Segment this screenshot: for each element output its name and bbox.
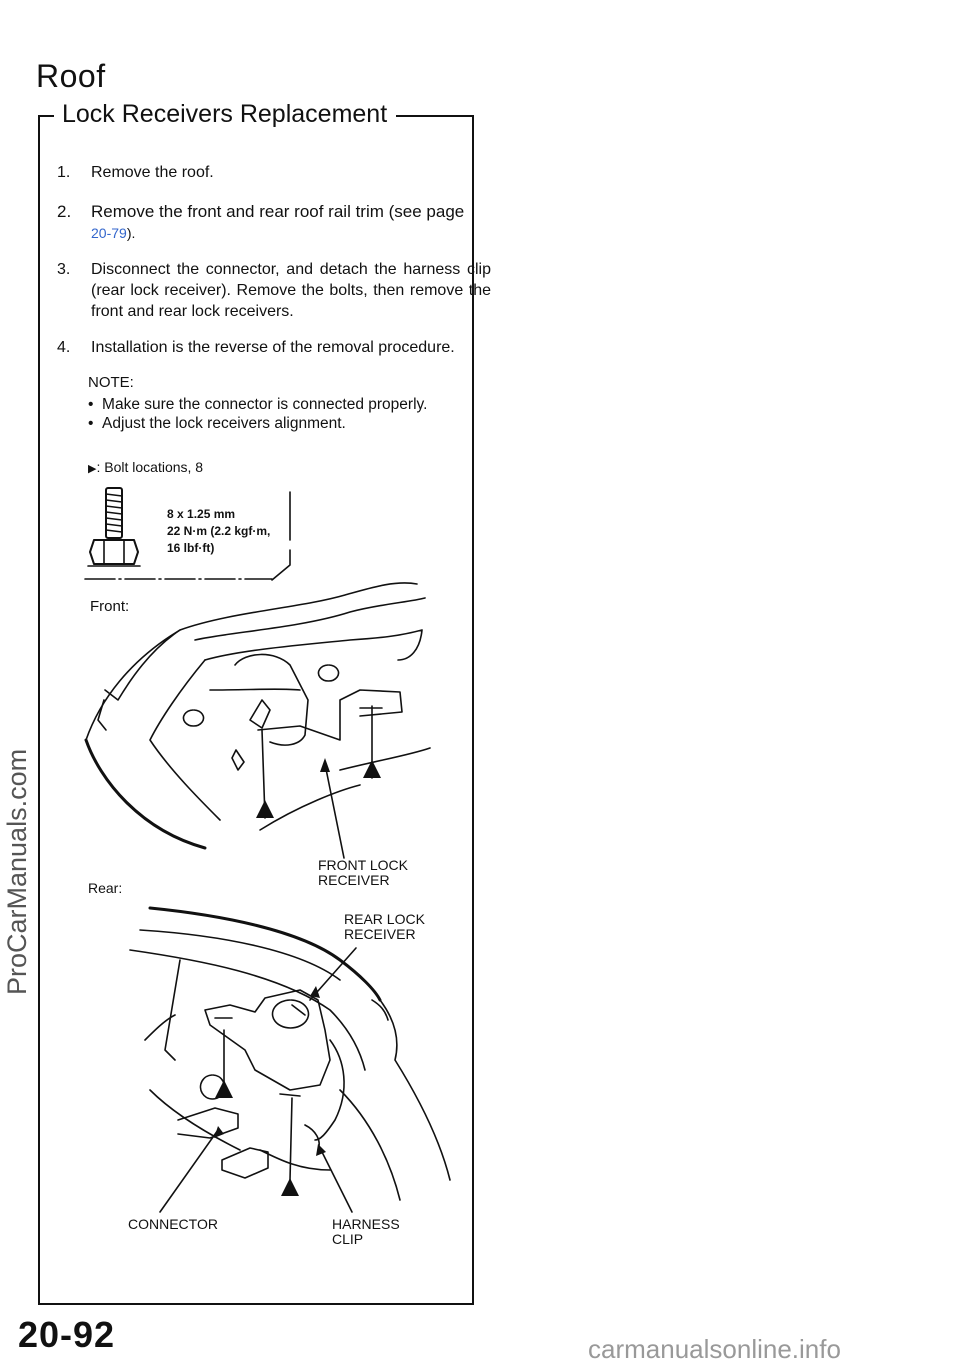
page-link[interactable]: 20-79 <box>91 225 127 241</box>
spec-bracket <box>272 492 290 580</box>
bolt-location-marker <box>281 1178 299 1196</box>
callout-line: RECEIVER <box>318 872 390 888</box>
rear-leader <box>290 1098 292 1180</box>
callout-line: REAR LOCK <box>344 911 425 927</box>
bolt-spec-torque: 22 N·m (2.2 kgf·m, <box>167 524 271 538</box>
callout-line: CLIP <box>332 1231 364 1247</box>
bolt-location-marker <box>256 800 274 818</box>
note-item: • Make sure the connector is connected properly. <box>88 396 428 413</box>
bolt-spec-size: 8 x 1.25 mm <box>167 507 236 521</box>
harness-clip-leader <box>320 1148 352 1212</box>
footer-site: carmanualsonline.info <box>588 1334 841 1364</box>
step-text: Installation is the reverse of the removal procedure. <box>91 339 455 356</box>
step-text-after: ). <box>126 225 136 241</box>
section-title: Roof <box>36 58 106 94</box>
callout-line: FRONT LOCK <box>318 857 408 873</box>
front-roof-drawing <box>86 583 430 848</box>
front-leader <box>325 764 344 858</box>
bolt-icon <box>88 488 140 566</box>
connector-callout: CONNECTOR <box>128 1216 218 1232</box>
callout-line: RECEIVER <box>344 926 416 942</box>
step-number: 3. <box>57 261 71 278</box>
bolt-legend-text: : Bolt locations, 8 <box>96 459 204 475</box>
note-item-text: Make sure the connector is connected properly. <box>102 396 428 413</box>
bolt-spec-torque-imperial: 16 lbf·ft) <box>167 541 215 555</box>
step-text: Remove the roof. <box>91 164 214 181</box>
step-number: 1. <box>57 164 71 181</box>
rear-label: Rear: <box>88 880 123 896</box>
connector-leader <box>160 1130 218 1212</box>
front-label: Front: <box>90 598 130 615</box>
watermark: ProCarManuals.com <box>2 748 32 995</box>
bolt-triangle-icon: ▶ <box>88 463 97 475</box>
bolt-location-marker <box>363 760 381 778</box>
step-text: Disconnect the connector, and detach the harness clip (rear lock receiver). Remove the bolts, then remove the front and rear lock receivers. <box>91 261 491 320</box>
step-text-main: Remove the front and rear roof rail trim (see page <box>91 202 465 221</box>
bolt-location-marker <box>215 1080 233 1098</box>
step-number: 2. <box>57 202 72 221</box>
callout-line: HARNESS <box>332 1216 400 1232</box>
page-number: 20-92 <box>18 1314 116 1355</box>
subsection-title: Lock Receivers Replacement <box>62 100 388 128</box>
note-label: NOTE: <box>88 374 134 391</box>
note-item-text: Adjust the lock receivers alignment. <box>102 415 346 432</box>
step-number: 4. <box>57 339 71 356</box>
note-item: • Adjust the lock receivers alignment. <box>88 415 346 432</box>
